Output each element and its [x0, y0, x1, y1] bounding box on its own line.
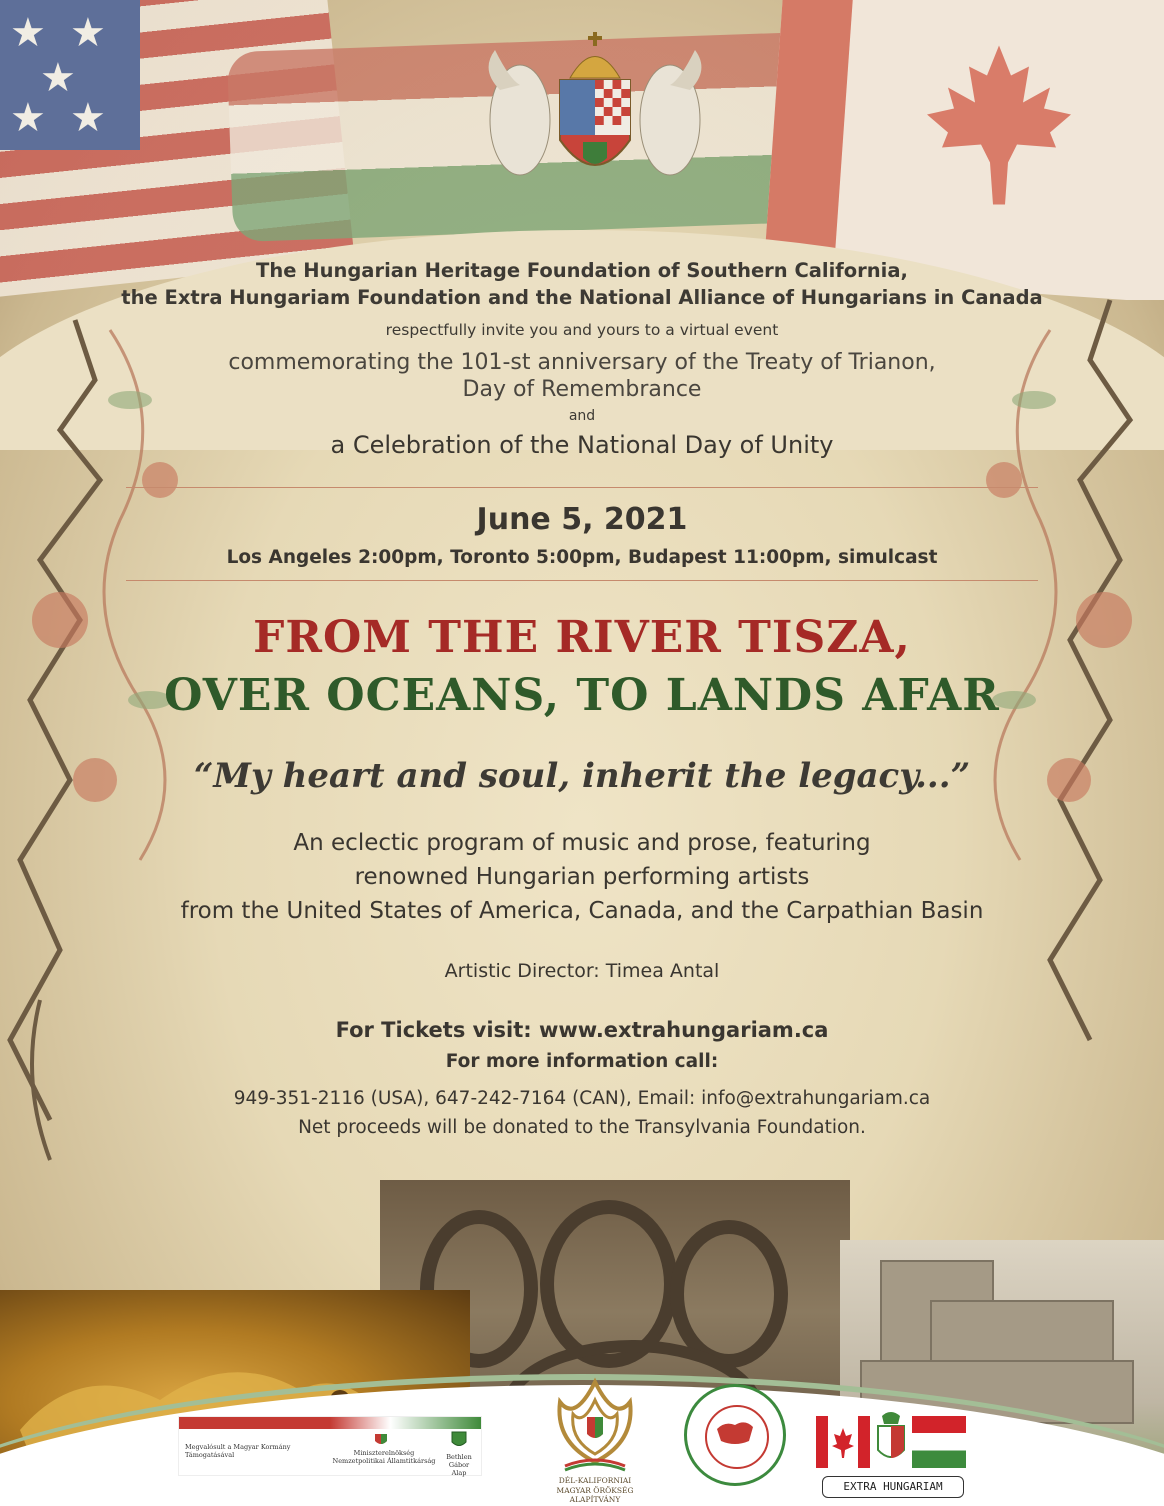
logo-caption: Támogatásával	[185, 1451, 235, 1459]
logo-caption: Nemzetpolitikai Államtitkárság	[332, 1457, 436, 1465]
divider-top	[126, 487, 1038, 488]
extra-hungariam-logo	[816, 1412, 966, 1502]
invitation-text: respectfully invite you and yours to a virtual event	[385, 321, 779, 339]
contact-line: 949-351-2116 (USA), 647-242-7164 (CAN), Email: info@extrahungariam.ca	[233, 1088, 931, 1109]
tickets-link[interactable]: For Tickets visit: www.extrahungariam.ca	[335, 1018, 829, 1042]
event-date: June 5, 2021	[476, 502, 688, 537]
program-line: from the United States of America, Canada, and the Carpathian Basin	[180, 898, 984, 924]
hungarian-arms-icon	[872, 1412, 910, 1468]
hungary-flag-icon	[912, 1416, 966, 1468]
and-text: and	[568, 408, 596, 424]
tulip-crest-icon	[535, 1362, 655, 1472]
contact-info	[0, 1084, 1164, 1142]
organizer-line: the Extra Hungariam Foundation and the National Alliance of Hungarians in Canada	[121, 286, 1043, 309]
canada-map-icon	[715, 1419, 755, 1449]
divider-bottom	[126, 580, 1038, 581]
commemoration-text	[0, 349, 1164, 403]
event-title-line-2: OVER OCEANS, TO LANDS AFAR	[164, 670, 1000, 721]
celebration-text: a Celebration of the National Day of Unity	[330, 431, 834, 459]
commemoration-line: Day of Remembrance	[462, 377, 702, 402]
canada-flag-icon	[816, 1416, 870, 1468]
proceeds-line: Net proceeds will be donated to the Transylvania Foundation.	[298, 1117, 866, 1138]
extra-hungariam-label: EXTRA HUNGARIAM	[822, 1476, 964, 1498]
program-line: An eclectic program of music and prose, featuring	[293, 830, 871, 856]
commemoration-line: commemorating the 101-st anniversary of the Treaty of Trianon,	[228, 350, 936, 375]
program-description	[0, 826, 1164, 928]
logo-caption: Alap	[451, 1469, 467, 1477]
bethlen-shield-icon	[451, 1431, 467, 1449]
event-title-line-1: FROM THE RIVER TISZA,	[253, 612, 911, 663]
national-alliance-logo	[684, 1384, 786, 1486]
organizer-line: The Hungarian Heritage Foundation of Southern California,	[256, 259, 908, 282]
program-line: renowned Hungarian performing artists	[354, 864, 810, 890]
event-times: Los Angeles 2:00pm, Toronto 5:00pm, Budapest 11:00pm, simulcast	[226, 547, 938, 568]
organizers	[0, 257, 1164, 311]
hungarian-arms-icon	[374, 1431, 388, 1447]
logo-caption: MAGYAR ÖRÖKSÉG ALAPÍTVÁNY	[556, 1486, 634, 1504]
logo-caption: Miniszterelnökség	[353, 1449, 415, 1457]
artistic-director: Artistic Director: Timea Antal	[444, 960, 720, 982]
logo-caption: Bethlen Gábor	[446, 1453, 472, 1469]
logo-caption: Megvalósult a Magyar Kormány	[185, 1443, 291, 1451]
more-info-heading: For more information call:	[445, 1051, 719, 1072]
heritage-foundation-logo	[535, 1362, 655, 1506]
us-flag-canton: ★ ★ ★ ★ ★	[0, 0, 140, 150]
logo-caption: DÉL-KALIFORNIAI	[558, 1476, 632, 1485]
event-quote: “My heart and soul, inherit the legacy...”	[193, 756, 971, 796]
hungarian-government-logo	[178, 1416, 482, 1476]
